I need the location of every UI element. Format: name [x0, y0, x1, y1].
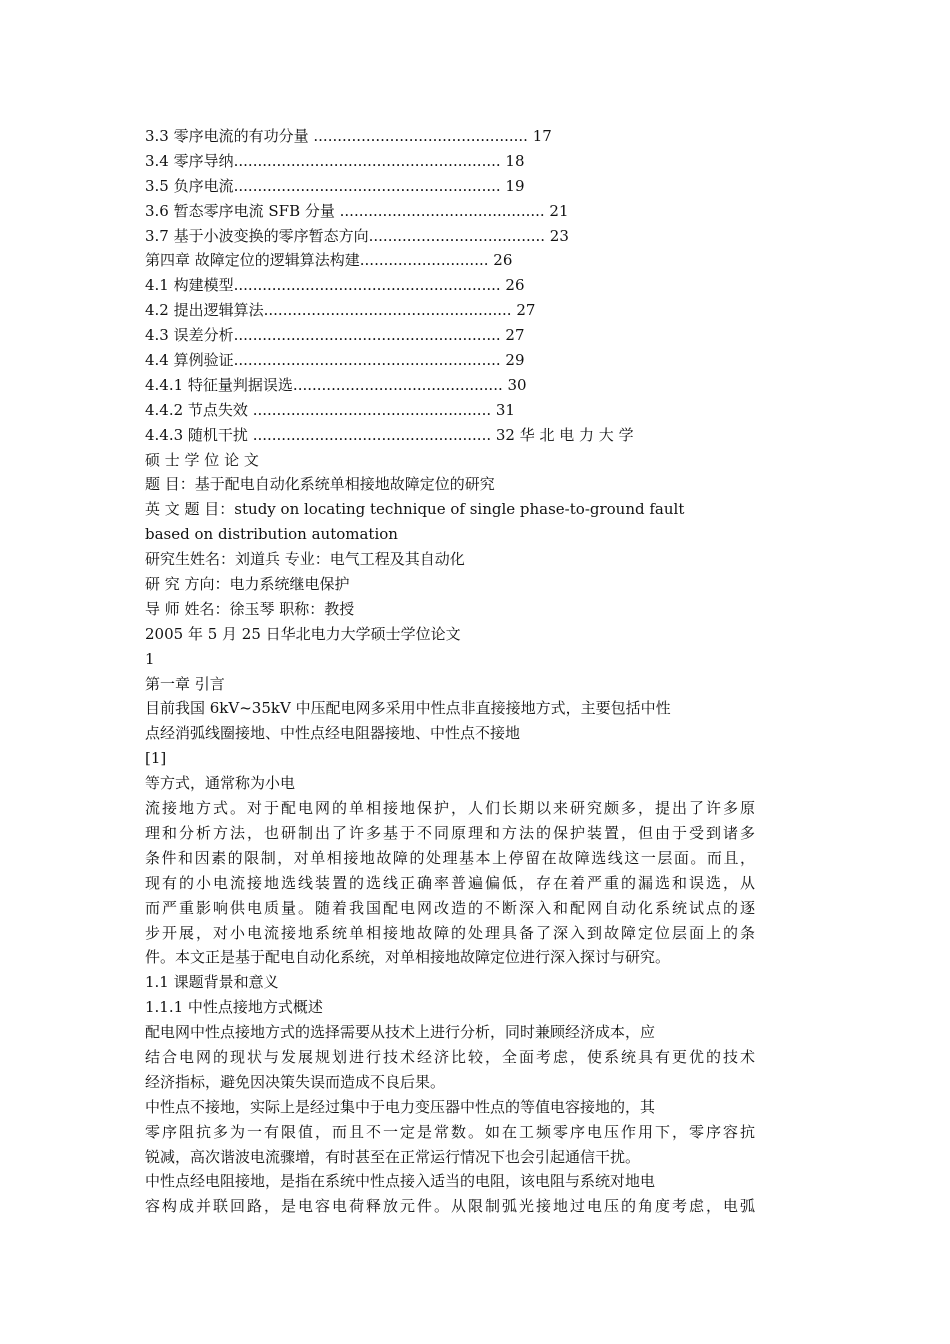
body-line: [1] [145, 749, 167, 768]
body-line: 容构成并联回路，是电容电荷释放元件。从限制弧光接地过电压的角度考虑，电弧 [145, 1197, 755, 1216]
body-line: 经济指标，避免因决策失误而造成不良后果。 [145, 1072, 446, 1091]
toc-entry: 3.7 基于小波变换的零序暂态方向..................................... 23 [145, 226, 569, 245]
page-number: 1 [145, 649, 155, 668]
body-text [145, 696, 755, 1219]
english-title-continued: based on distribution automation [145, 525, 398, 544]
body-line: 而严重影响供电质量。随着我国配电网改造的不断深入和配网自动化系统试点的逐 [145, 898, 755, 917]
body-line: 等方式，通常称为小电 [145, 774, 296, 793]
body-line: 锐减，高次谐波电流骤增，有时甚至在正常运行情况下也会引起通信干扰。 [145, 1147, 641, 1166]
body-line: 配电网中性点接地方式的选择需要从技术上进行分析，同时兼顾经济成本，应 [145, 1023, 656, 1042]
date-line: 2005 年 5 月 25 日华北电力大学硕士学位论文 [145, 624, 461, 643]
table-of-contents [145, 124, 755, 448]
body-line: 理和分析方法，也研制出了许多基于不同原理和方法的保护装置，但由于受到诸多 [145, 823, 755, 842]
body-line: 条件和因素的限制，对单相接地故障的处理基本上停留在故障选线这一层面。而且， [145, 848, 755, 867]
chapter-heading: 第一章 引言 [145, 674, 225, 693]
body-line: 1.1 课题背景和意义 [145, 973, 279, 992]
english-title: 英 文 题 目：study on locating technique of single phase-to-ground fault [145, 500, 685, 519]
body-line: 件。本文正是基于配电自动化系统，对单相接地故障定位进行深入探讨与研究。 [145, 948, 671, 967]
research-direction: 研 究 方向：电力系统继电保护 [145, 575, 350, 594]
toc-entry: 4.4.1 特征量判据误选............................................ 30 [145, 375, 527, 394]
body-line: 点经消弧线圈接地、中性点经电阻器接地、中性点不接地 [145, 724, 521, 743]
body-line: 结合电网的现状与发展规划进行技术经济比较，全面考虑，使系统具有更优的技术 [145, 1047, 755, 1066]
toc-entry: 4.4.3 随机干扰 .................................................. 32 华 北 电 力 大 学 [145, 425, 634, 444]
toc-entry: 第四章 故障定位的逻辑算法构建........................... 26 [145, 251, 513, 270]
cover-info [145, 448, 755, 697]
body-line: 1.1.1 中性点接地方式概述 [145, 998, 323, 1017]
toc-entry: 4.2 提出逻辑算法.................................................... 27 [145, 301, 536, 320]
toc-entry: 4.1 构建模型........................................................ 26 [145, 276, 525, 295]
toc-entry: 3.4 零序导纳........................................................ 18 [145, 151, 525, 170]
toc-entry: 3.3 零序电流的有功分量 ............................................. 17 [145, 127, 552, 145]
body-line: 中性点经电阻接地，是指在系统中性点接入适当的电阻，该电阻与系统对地电 [145, 1172, 656, 1191]
toc-entry: 3.5 负序电流........................................................ 19 [145, 176, 525, 195]
body-line: 流接地方式。对于配电网的单相接地保护，人们长期以来研究颇多，提出了许多原 [145, 799, 755, 818]
body-line: 目前我国 6kV~35kV 中压配电网多采用中性点非直接接地方式，主要包括中性 [145, 699, 671, 718]
student-info: 研究生姓名：刘道兵 专业：电气工程及其自动化 [145, 550, 465, 569]
degree-title: 硕 士 学 位 论 文 [145, 450, 259, 469]
advisor-info: 导 师 姓名：徐玉琴 职称：教授 [145, 599, 355, 618]
body-line: 零序阻抗多为一有限值，而且不一定是常数。如在工频零序电压作用下，零序容抗 [145, 1122, 755, 1141]
toc-entry: 3.6 暂态零序电流 SFB 分量 ........................................... 21 [145, 201, 569, 220]
thesis-title: 题 目：基于配电自动化系统单相接地故障定位的研究 [145, 475, 495, 494]
body-line: 中性点不接地，实际上是经过集中于电力变压器中性点的等值电容接地的，其 [145, 1097, 656, 1116]
body-line: 现有的小电流接地选线装置的选线正确率普遍偏低，存在着严重的漏选和误选，从 [145, 873, 755, 892]
toc-entry: 4.4.2 节点失效 .................................................. 31 [145, 400, 515, 419]
toc-entry: 4.3 误差分析........................................................ 27 [145, 326, 525, 345]
document-page [145, 124, 755, 1219]
toc-entry: 4.4 算例验证........................................................ 29 [145, 351, 525, 370]
body-line: 步开展，对小电流接地系统单相接地故障的处理具备了深入到故障定位层面上的条 [145, 923, 755, 942]
